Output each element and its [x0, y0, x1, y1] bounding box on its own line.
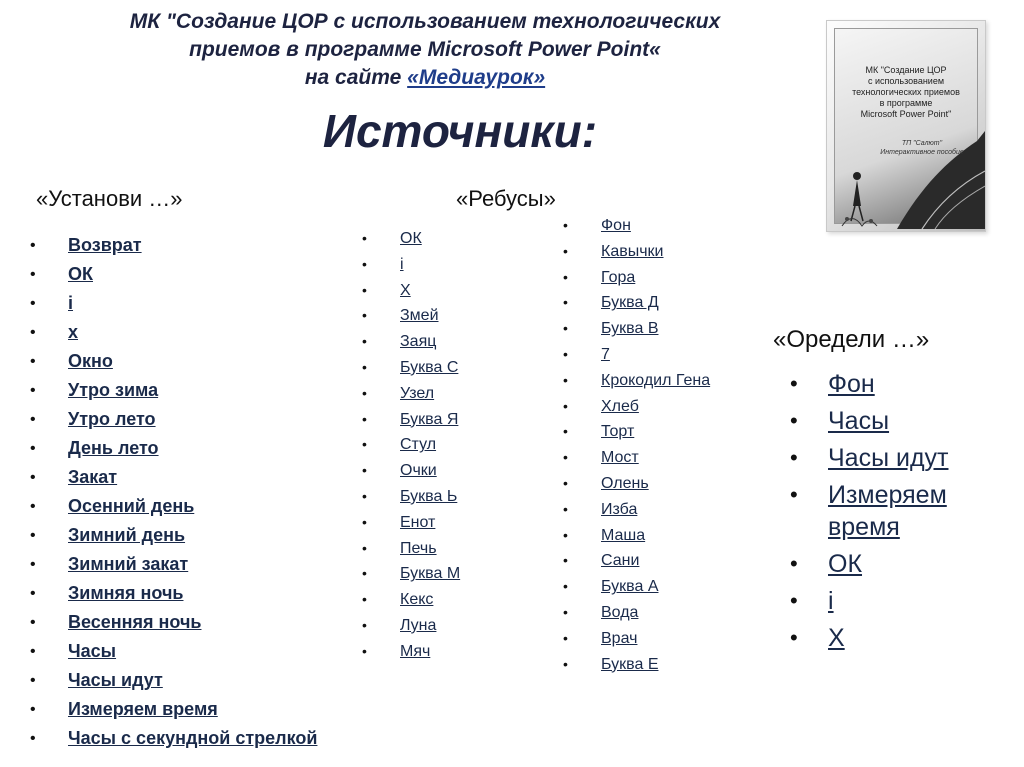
bullet-icon: •: [362, 591, 367, 608]
bullet-icon: •: [362, 436, 367, 453]
list-item: [30, 637, 317, 666]
oredeli-heading: «Оредели …»: [773, 326, 930, 353]
bullet-icon: •: [30, 440, 36, 457]
list-item: [362, 587, 460, 613]
bullet-icon: •: [362, 539, 367, 556]
bullet-icon: •: [30, 411, 36, 428]
bullet-icon: •: [362, 565, 367, 582]
list-item: [563, 316, 710, 342]
bullet-icon: •: [30, 353, 36, 370]
ustanovi-link[interactable]: Возврат: [68, 235, 142, 255]
bullet-icon: •: [563, 578, 568, 595]
oredeli-link[interactable]: Измеряем время: [828, 481, 947, 541]
list-item: [30, 521, 317, 550]
bullet-icon: •: [30, 295, 36, 312]
bullet-icon: •: [790, 551, 798, 576]
title-line-3-prefix: на сайте: [304, 66, 408, 89]
book-cover-image: [826, 20, 986, 232]
list-item: [30, 347, 317, 376]
rebus-link[interactable]: Фон: [601, 217, 631, 234]
cover-subtitle: [867, 139, 977, 157]
ustanovi-link[interactable]: Весенняя ночь: [68, 612, 202, 632]
ustanovi-heading: «Установи …»: [36, 186, 183, 211]
list-item: [362, 432, 460, 458]
bullet-icon: •: [362, 230, 367, 246]
bullet-icon: •: [30, 382, 36, 399]
rebus-link[interactable]: Стул: [400, 436, 437, 454]
list-item: [362, 536, 460, 562]
bullet-icon: •: [563, 603, 568, 620]
bullet-icon: •: [790, 445, 798, 470]
bullet-icon: •: [30, 237, 36, 254]
rebus-link[interactable]: Крокодил Гена: [601, 371, 711, 389]
cover-title-text: [835, 65, 977, 120]
bullet-icon: •: [30, 469, 36, 486]
list-item: [30, 550, 317, 579]
bullet-icon: •: [30, 556, 36, 573]
bullet-icon: •: [30, 498, 36, 515]
rebus-link[interactable]: Буква Я: [400, 410, 459, 428]
list-item: [362, 226, 460, 252]
bullet-icon: •: [30, 585, 36, 602]
rebus-link[interactable]: i: [400, 255, 404, 273]
rebus-link[interactable]: Хлеб: [601, 397, 639, 415]
rebus-link[interactable]: Гора: [601, 268, 636, 286]
bullet-icon: •: [563, 345, 568, 362]
list-item: [563, 548, 710, 574]
rebus-link[interactable]: Змей: [400, 307, 439, 325]
ustanovi-link[interactable]: i: [68, 293, 74, 313]
rebus-link[interactable]: Буква Д: [601, 294, 659, 312]
list-item: [563, 368, 711, 394]
bullet-icon: •: [362, 384, 367, 401]
sources-heading: Источники:: [322, 105, 598, 157]
ustanovi-link[interactable]: Часы: [68, 641, 117, 661]
bullet-icon: •: [30, 643, 36, 660]
list-item: [790, 585, 998, 617]
list-item: [790, 479, 998, 543]
ustanovi-link[interactable]: Измеряем время: [68, 699, 218, 719]
bullet-icon: •: [563, 371, 568, 388]
bullet-icon: •: [30, 730, 36, 747]
rebus-link[interactable]: Узел: [400, 384, 435, 402]
bullet-icon: •: [563, 268, 568, 285]
oredeli-link[interactable]: Часы идут: [828, 444, 949, 472]
cover-text-line: технологических приемов: [852, 87, 960, 97]
rebus-link[interactable]: Торт: [601, 423, 635, 441]
rebus-link[interactable]: Вода: [601, 603, 639, 621]
bullet-icon: •: [362, 616, 367, 633]
list-item: [563, 497, 710, 523]
list-item: [563, 419, 710, 445]
bullet-icon: •: [563, 397, 568, 414]
rebus-link[interactable]: Буква А: [601, 578, 659, 596]
bullet-icon: •: [362, 462, 367, 479]
rebus-link[interactable]: Заяц: [400, 333, 437, 351]
bullet-icon: •: [362, 255, 367, 272]
bullet-icon: •: [30, 324, 36, 341]
ustanovi-link[interactable]: Часы с секундной стрелкой: [68, 728, 318, 748]
cover-text-line: Microsoft Power Point": [860, 109, 952, 119]
list-item: [563, 290, 710, 316]
ustanovi-link[interactable]: Часы идут: [68, 670, 163, 690]
cover-sub-line: Интерактивное пособие: [880, 149, 964, 156]
bullet-icon: •: [790, 408, 798, 433]
ustanovi-link[interactable]: Осенний день: [68, 496, 195, 516]
ustanovi-link[interactable]: Зимняя ночь: [68, 583, 184, 603]
bullet-icon: •: [362, 513, 367, 530]
rebus-link[interactable]: Х: [400, 281, 411, 299]
ustanovi-link[interactable]: Зимний закат: [68, 554, 189, 574]
bullet-icon: •: [362, 410, 367, 427]
bullet-icon: •: [362, 281, 367, 298]
bullet-icon: •: [563, 526, 568, 543]
list-item: [790, 548, 998, 580]
bullet-icon: •: [563, 294, 568, 311]
rebus-link[interactable]: Мяч: [400, 642, 431, 660]
bullet-icon: •: [362, 358, 367, 375]
list-item: [362, 407, 460, 433]
cover-text-line: МК "Создание ЦОР: [865, 65, 947, 75]
list-item: [362, 613, 460, 639]
list-item: [563, 239, 710, 265]
list-item: [563, 445, 710, 471]
rebus-link[interactable]: Кекс: [400, 591, 434, 609]
rebus-link[interactable]: Врач: [601, 629, 638, 647]
bullet-icon: •: [563, 449, 568, 466]
bullet-icon: •: [563, 655, 568, 672]
list-item: [30, 724, 318, 753]
list-item: [30, 376, 317, 405]
ustanovi-link[interactable]: День лето: [68, 438, 159, 458]
list-item: [30, 695, 317, 724]
oredeli-link[interactable]: Часы: [828, 407, 890, 435]
bullet-icon: •: [563, 242, 568, 259]
list-item: [790, 622, 998, 654]
rebus-link[interactable]: Печь: [400, 539, 437, 557]
rebus-link[interactable]: Сани: [601, 552, 640, 570]
list-item: [30, 608, 317, 637]
list-item: [30, 579, 317, 608]
ustanovi-link[interactable]: Утро лето: [68, 409, 156, 429]
rebus-link[interactable]: ОК: [400, 230, 422, 247]
list-item: [362, 458, 460, 484]
list-item: [30, 666, 317, 695]
rebus-link[interactable]: Буква М: [400, 565, 461, 583]
list-item: [563, 574, 710, 600]
list-item: [563, 213, 710, 239]
bullet-icon: •: [362, 333, 367, 350]
oredeli-link[interactable]: Фон: [828, 370, 875, 398]
ustanovi-link[interactable]: Закат: [68, 467, 118, 487]
rebusy-heading: «Ребусы»: [456, 186, 556, 211]
list-item: [563, 471, 710, 497]
bullet-icon: •: [30, 527, 36, 544]
bullet-icon: •: [362, 642, 367, 659]
list-item: [563, 265, 710, 291]
list-item: [30, 231, 317, 260]
list-item: [563, 523, 710, 549]
list-item: [362, 329, 460, 355]
cover-silhouette-icon: [827, 21, 985, 231]
bullet-icon: •: [563, 629, 568, 646]
ustanovi-link[interactable]: x: [68, 322, 79, 342]
list-item: [790, 405, 998, 437]
list-item: [790, 442, 998, 474]
list-item: [362, 381, 460, 407]
bullet-icon: •: [30, 672, 36, 689]
ustanovi-link[interactable]: Утро зима: [68, 380, 159, 400]
list-item: [362, 355, 460, 381]
bullet-icon: •: [563, 217, 568, 233]
rebus-link[interactable]: Маша: [601, 526, 646, 544]
list-item: [563, 626, 710, 652]
bullet-icon: •: [563, 320, 568, 337]
rebus-link[interactable]: Буква Ь: [400, 487, 458, 505]
list-item: [362, 303, 460, 329]
title-line-1: МК "Создание ЦОР с использованием технологических: [129, 10, 721, 33]
oredeli-link[interactable]: Х: [828, 624, 845, 652]
rebus-link[interactable]: Буква С: [400, 358, 459, 376]
ustanovi-link[interactable]: Зимний день: [68, 525, 186, 545]
rebus-link[interactable]: Енот: [400, 513, 436, 531]
bullet-icon: •: [362, 487, 367, 504]
oredeli-link[interactable]: i: [828, 587, 834, 615]
bullet-icon: •: [30, 614, 36, 631]
list-item: [362, 639, 460, 665]
list-item: [30, 463, 317, 492]
rebusy-list-right: [563, 213, 711, 677]
bullet-icon: •: [790, 482, 798, 507]
cover-text-line: в программе: [879, 98, 933, 108]
rebus-link[interactable]: Мост: [601, 449, 639, 467]
rebus-link[interactable]: Буква Е: [601, 655, 659, 673]
ustanovi-link[interactable]: Окно: [68, 351, 113, 371]
bullet-icon: •: [563, 500, 568, 517]
title-block: [40, 8, 810, 92]
oredeli-link[interactable]: ОК: [828, 550, 863, 578]
rebus-link[interactable]: Луна: [400, 616, 437, 634]
rebus-link[interactable]: Кавычки: [601, 242, 664, 260]
title-line-2: приемов в программе Microsoft Power Point«: [189, 38, 661, 61]
bullet-icon: •: [790, 588, 798, 613]
list-item: [563, 394, 710, 420]
list-item: [362, 510, 460, 536]
bullet-icon: •: [563, 552, 568, 569]
oredeli-list: [790, 368, 998, 659]
list-item: [30, 289, 317, 318]
list-item: [563, 652, 710, 678]
bullet-icon: •: [30, 266, 36, 283]
bullet-icon: •: [563, 474, 568, 491]
ustanovi-list: [30, 231, 318, 753]
list-item: [563, 342, 710, 368]
list-item: [30, 260, 317, 289]
list-item: [362, 484, 460, 510]
rebus-link[interactable]: Очки: [400, 462, 437, 480]
list-item: [563, 600, 710, 626]
mediaurok-link[interactable]: «Медиаурок»: [407, 66, 546, 89]
list-item: [362, 561, 461, 587]
cover-text-line: с использованием: [867, 76, 945, 86]
rebus-link[interactable]: Изба: [601, 500, 638, 518]
list-item: [362, 252, 460, 278]
rebus-link[interactable]: Буква В: [601, 320, 659, 338]
list-item: [30, 318, 317, 347]
rebus-link[interactable]: Олень: [601, 474, 649, 492]
list-item: [30, 434, 317, 463]
list-item: [362, 278, 460, 304]
bullet-icon: •: [790, 625, 798, 650]
bullet-icon: •: [563, 423, 568, 440]
bullet-icon: •: [790, 371, 798, 396]
list-item: [30, 405, 317, 434]
bullet-icon: •: [362, 307, 367, 324]
bullet-icon: •: [30, 701, 36, 718]
rebusy-list-left: [362, 226, 461, 665]
list-item: [790, 368, 998, 400]
ustanovi-link[interactable]: ОК: [68, 264, 93, 284]
rebus-link[interactable]: 7: [601, 345, 610, 363]
list-item: [30, 492, 317, 521]
cover-sub-line: ТП "Салют": [901, 140, 943, 147]
title-line-3: [40, 64, 810, 92]
